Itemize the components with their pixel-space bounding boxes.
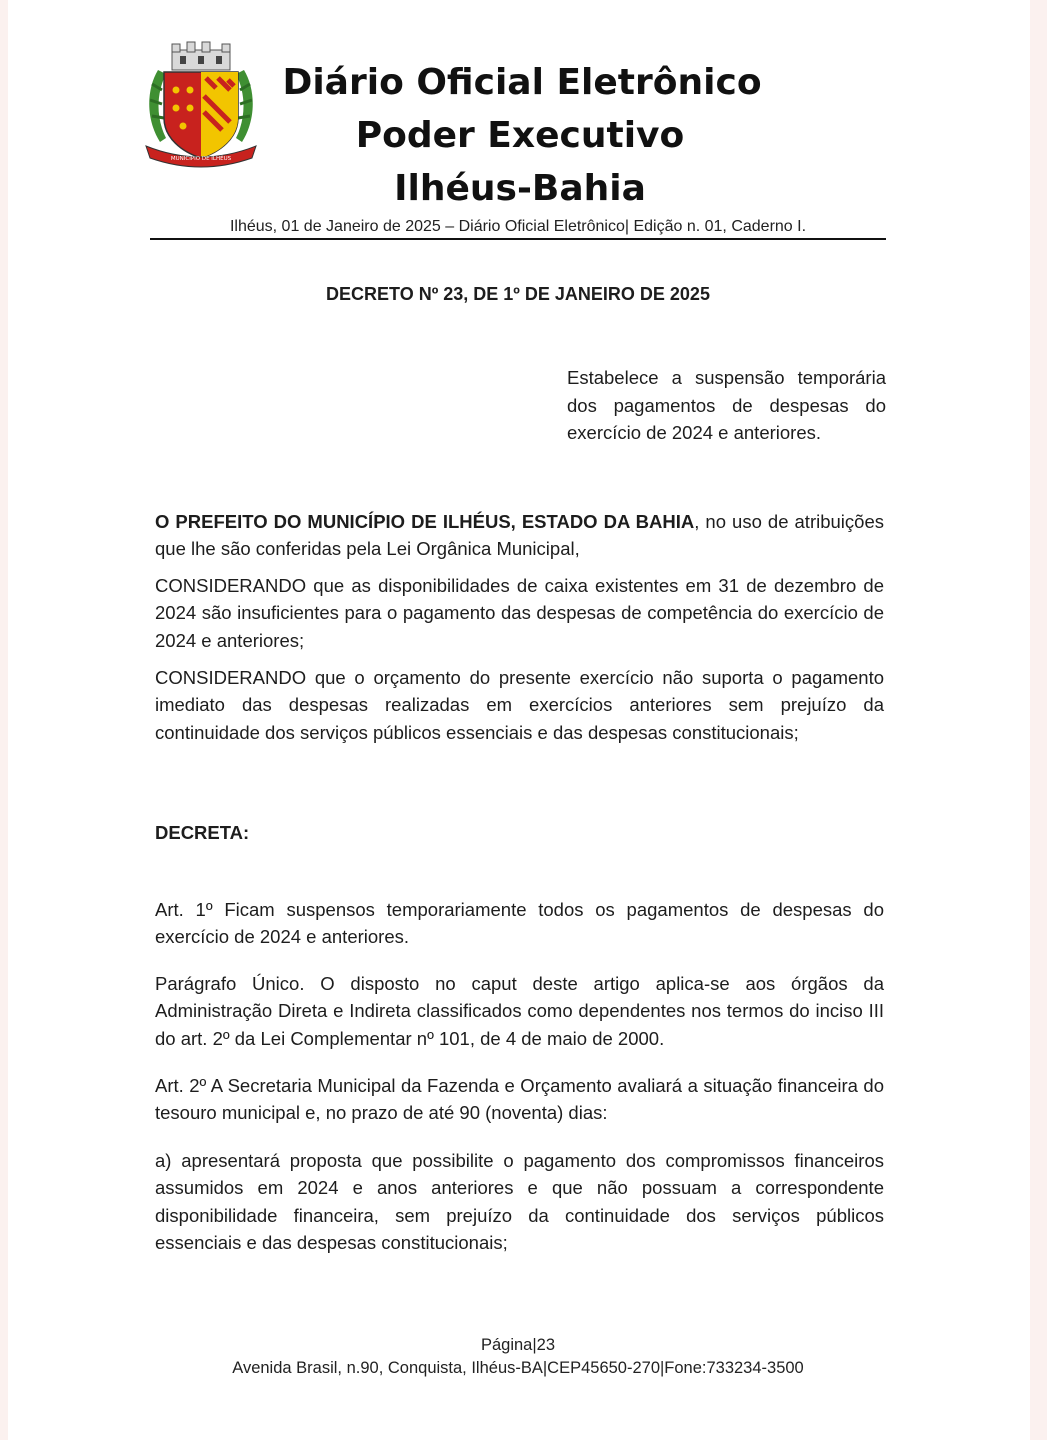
page-number: Página|23	[480, 1336, 556, 1354]
preamble-authority: O PREFEITO DO MUNICÍPIO DE ILHÉUS, ESTADO DA BAHIA	[155, 511, 695, 532]
gazette-city: Ilhéus-Bahia	[394, 168, 646, 209]
edition-line: Ilhéus, 01 de Janeiro de 2025 – Diário Oficial Eletrônico| Edição n. 01, Caderno I.	[229, 218, 807, 235]
footer-address: Avenida Brasil, n.90, Conquista, Ilhéus-BA|CEP45650-270|Fone:733234-3500	[232, 1359, 804, 1377]
municipal-crest-icon	[140, 40, 262, 168]
preamble	[155, 508, 884, 563]
considerando-2: CONSIDERANDO que o orçamento do presente exercício não suporta o pagamento imediato das despesas realizadas em exercícios anteriores sem prejuízo da continuidade dos serviços públicos essenciais e das despesas constitucionais;	[155, 667, 884, 743]
considerando-1: CONSIDERANDO que as disponibilidades de caixa existentes em 31 de dezembro de 2024 são insuficientes para o pagamento das despesas de competência do exercício de 2024 e anteriores;	[155, 575, 884, 651]
gazette-title: Diário Oficial Eletrônico	[282, 62, 762, 103]
decree-title: DECRETO Nº 23, DE 1º DE JANEIRO DE 2025	[326, 284, 710, 304]
article-1: Art. 1º Ficam suspensos temporariamente todos os pagamentos de despesas do exercício de 2024 e anteriores.	[155, 899, 884, 948]
article-2: Art. 2º A Secretaria Municipal da Fazenda e Orçamento avaliará a situação financeira do tesouro municipal e, no prazo de até 90 (noventa) dias:	[155, 1075, 884, 1124]
gazette-subtitle: Poder Executivo	[355, 115, 685, 156]
crest-ribbon-text: MUNICÍPIO DE ILHÉUS	[170, 156, 232, 162]
alinea-a: a) apresentará proposta que possibilite o pagamento dos compromissos financeiros assumidos em 2024 e anos anteriores e que não possuam a correspondente disponibilidade financeira, sem prejuízo da continuidade dos serviços públicos essenciais e das despesas constitucionais;	[155, 1150, 884, 1253]
paragrafo-unico: Parágrafo Único. O disposto no caput deste artigo aplica-se aos órgãos da Administração Direta e Indireta classificados como dependentes nos termos do inciso III do art. 2º da Lei Complementar nº 101, de 4 de maio de 2000.	[155, 973, 884, 1049]
decreta-heading: DECRETA:	[155, 822, 250, 843]
decree-ementa: Estabelece a suspensão temporária dos pagamentos de despesas do exercício de 2024 e anteriores.	[567, 367, 886, 443]
header-divider	[150, 238, 886, 240]
preamble-text: , no uso de atribuições que lhe são conferidas pela Lei Orgânica Municipal,	[155, 511, 884, 560]
